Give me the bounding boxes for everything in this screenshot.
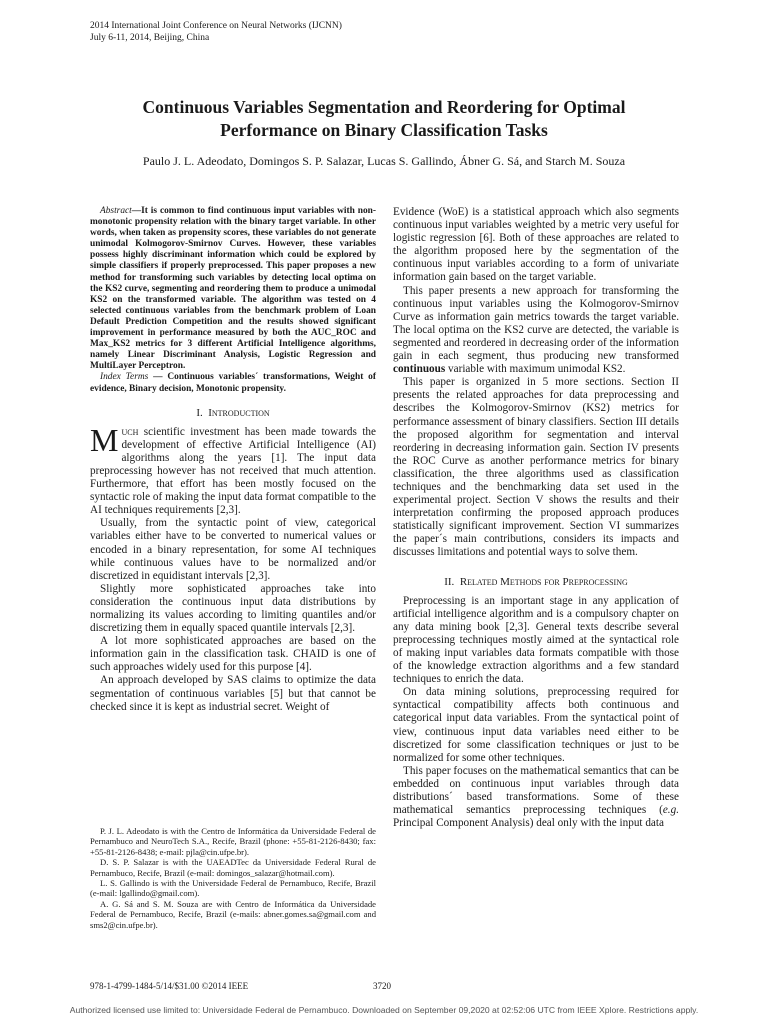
section-heading-related-methods <box>393 576 679 589</box>
section-title: Introduction <box>208 406 270 419</box>
index-terms-text: — Continuous variables´ transformations, Weight of evidence, Binary decision, Monotonic propensity. <box>90 372 376 394</box>
right-paragraph-2 <box>393 285 679 377</box>
footnote: P. J. L. Adeodato is with the Centro de Informática da Universidade Federal de Pernambuco and NeuroTech S.A., Recife, Brazil (phone: +55-81-2126-8430; fax: +55-81-2126-8438; e-mail: pjla@cin.ufpe.br). <box>90 826 376 857</box>
right-text-2a: This paper presents a new approach for transforming the continuous input variables using the Kolmogorov-Smirnov Curve as information gain metrics towards the target variable. The local optima on the KS2 curve are detected, the variable is segmented and reordered in decreasing order of the information gain in each segment, thus producing new transformed <box>393 284 679 363</box>
index-terms-label: Index Terms <box>100 372 149 383</box>
intro-paragraph-5: An approach developed by SAS claims to optimize the data segmentation of continuous variables [5] but that cannot be checked since it is kept as industrial secret. Weight of <box>90 674 376 713</box>
footnote: A. G. Sá and S. M. Souza are with Centro de Informática da Universidade Federal de Pernambuco, Recife, Brazil (e-mails: abner.gomes.sa@gmail.com and sms2@cin.ufpe.br). <box>90 898 376 930</box>
intro-paragraph-2: Usually, from the syntactic point of view, categorical variables either have to be converted to numerical values or encoded in a binary representation, for some AI techniques while continuous values have to be normalized and/or discretized in equidistant intervals [2,3]. <box>90 517 376 582</box>
intro-paragraph-3: Slightly more sophisticated approaches take into consideration the continuous input data distributions by normalizing its values according to limiting quantiles and/or discretizing them in equally spaced quantile intervals [2,3]. <box>90 582 376 635</box>
license-notice: Authorized licensed use limited to: Universidade Federal de Pernambuco. Downloaded on September 09,2020 at 02:52:06 UTC from IEEE Xplore. Restrictions apply. <box>69 1005 699 1015</box>
title-line-2: Performance on Binary Classification Tasks <box>220 120 548 140</box>
abstract-label: Abstract <box>100 206 132 216</box>
right-text-6b: Principal Component Analysis) deal only with the input data <box>393 817 664 830</box>
drop-cap: M <box>90 421 119 458</box>
right-paragraph-6 <box>393 765 679 830</box>
right-paragraph-5: On data mining solutions, preprocessing required for syntactical compatibility affects both continuous and categorical input data variables. From the syntactical point of view, continuous input data variables need either to be discretized for some classification techniques or just to be normalized for some other techniques. <box>393 686 679 764</box>
left-column <box>90 206 376 714</box>
right-column <box>393 206 679 830</box>
right-text-6a: This paper focuses on the mathematical semantics that can be embedded on continuous input variables through data distributions´ based transformations. Some of these mathematical semantics preprocessing techniques ( <box>393 764 679 817</box>
right-bold-word: continuous <box>393 363 446 376</box>
section-title: Related Methods for Preprocessing <box>459 575 628 588</box>
right-text-2b: variable with maximum unimodal KS2. <box>445 363 626 376</box>
intro-paragraph-4: A lot more sophisticated approaches are based on the information gain in the classification task. CHAID is one of such approaches widely used for this purpose [4]. <box>90 635 376 674</box>
abstract-text: —It is common to find continuous input variables with non-monotonic propensity relation with the binary target variable. In other words, when taken as propensity scores, these variables do not generate unimodal Kolmogorov-Smirnov Curves. However, these variables possess highly discriminant information which could be explored by simple classifiers if properly preprocessed. This paper proposes a new method for transforming such variables by detecting local optima on the KS2 curve, segmenting and reordering them to produce a unimodal KS2 on the transformed variable. The algorithm was tested on 4 selected continuous variables from the benchmark problem of Loan Default Prediction Competition and the results showed significant improvement in performance measured by both the AUC_ROC and Max_KS2 metrics for 3 different Artificial Intelligence algorithms, namely Linear Discriminant Analysis, Logistic Regression and MultiLayer Perceptron. <box>90 206 376 372</box>
right-italic-eg: e.g. <box>662 804 679 817</box>
footnotes <box>90 826 376 930</box>
title-line-1: Continuous Variables Segmentation and Reordering for Optimal <box>142 97 626 117</box>
conference-header <box>90 20 342 44</box>
page-number: 3720 <box>373 981 391 991</box>
authors: Paulo J. L. Adeodato, Domingos S. P. Salazar, Lucas S. Gallindo, Ábner G. Sá, and Starch M. Souza <box>142 154 626 168</box>
right-paragraph-3: This paper is organized in 5 more sections. Section II presents the related approaches for data preprocessing and describes the Kolmogorov-Smirnov (KS2) metrics for performance assessment of binary classifiers. Section III details the proposed algorithm for segmentation and interval reordering in decreasing information gain. Section IV presents the ROC Curve as another performance metrics for binary classification, the three algorithms used as classification techniques and the benchmarking data set used in the experimental project. Section V shows the results and their interpretation confirming the proposed approach produces statistically significant improvement. Section VI summarizes the paper´s main contributions, considers its impacts and discusses limitations and potential ways to solve them. <box>393 376 679 559</box>
section-number: II. <box>444 575 455 588</box>
section-heading-introduction <box>90 407 376 420</box>
abstract <box>90 206 376 372</box>
right-paragraph-1: Evidence (WoE) is a statistical approach which also segments continuous input variables weighted by a metric very useful for logistic regression [6]. Both of these approaches are related to the algorithm proposed here by the segmentation of the continuous input variables according to a form of univariate information gain based on the target variable. <box>393 206 679 284</box>
intro-text-1: scientific investment has been made towards the development of effective Artificial Intelligence (AI) algorithms along the years [1]. The input data preprocessing however has not received that much attention. Furthermore, that effort has been mostly focused on the syntactic role of making the input data format compatible to the AI techniques requirements [2,3]. <box>90 425 376 517</box>
footnote: D. S. P. Salazar is with the UAEADTec da Universidade Federal Rural de Pernambuco, Recife, Brazil (e-mail: domingos_salazar@hotmail.com). <box>90 857 376 878</box>
intro-smallcaps: uch <box>121 425 139 438</box>
conference-name: 2014 International Joint Conference on Neural Networks (IJCNN) <box>90 21 342 31</box>
right-paragraph-4: Preprocessing is an important stage in any application of artificial intelligence algorithm and is a compulsory chapter on any data mining book [2,3]. General texts describe several preprocessing techniques mostly aimed at the syntactical role of making input variables data formats compatible with those of the knowledge extraction algorithms and a few standard techniques to enrich the data. <box>393 594 679 686</box>
footnote: L. S. Gallindo is with the Universidade Federal de Pernambuco, Recife, Brazil (e-mail: lgallindo@gmail.com). <box>90 878 376 899</box>
section-number: I. <box>196 406 203 419</box>
conference-date: July 6-11, 2014, Beijing, China <box>90 33 210 43</box>
isbn-copyright: 978-1-4799-1484-5/14/$31.00 ©2014 IEEE <box>90 981 249 991</box>
intro-paragraph-1 <box>90 421 376 518</box>
paper-title <box>60 96 708 142</box>
index-terms <box>90 372 376 394</box>
